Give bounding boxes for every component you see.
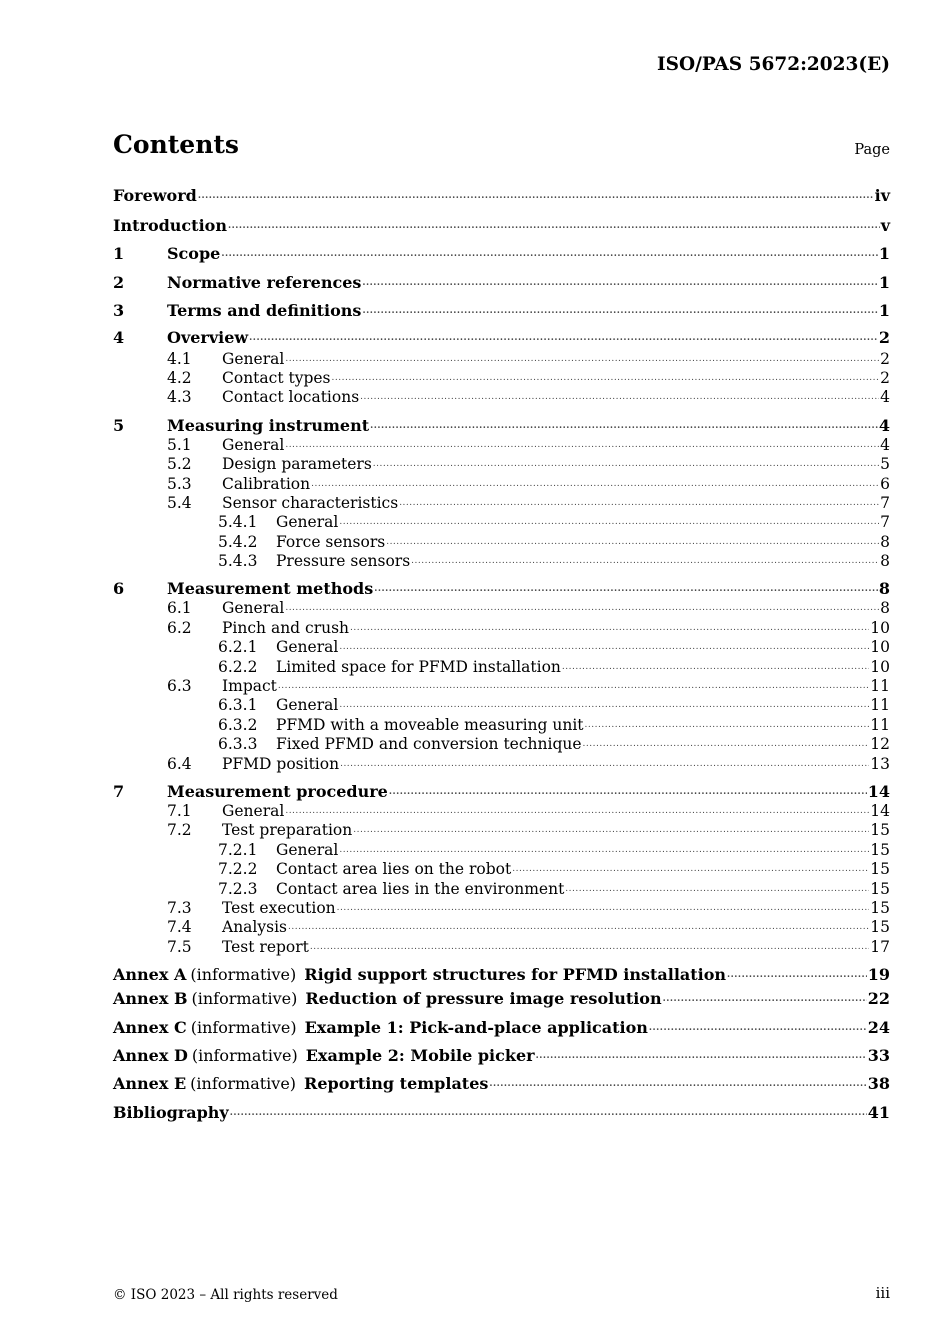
toc-entry-page: 15 <box>870 860 890 879</box>
toc-entry-title: General <box>222 435 285 454</box>
toc-entry[interactable] <box>113 774 890 802</box>
toc-entry-page: 33 <box>867 1045 890 1065</box>
toc-entry-title: Limited space for PFMD installation <box>276 657 561 676</box>
toc-entry-number: 7 <box>113 781 125 801</box>
toc-entry-title: Example 1: Pick-and-place application <box>304 1017 648 1037</box>
toc-annex-entry[interactable] <box>113 1014 890 1042</box>
toc-entry-number: 5 <box>113 415 125 435</box>
toc-entry-page: 8 <box>878 579 890 599</box>
toc-entry-number: 4.1 <box>167 349 192 368</box>
toc-entry-number: 6.2.1 <box>218 638 258 657</box>
toc-entry-number: 4.3 <box>167 388 192 407</box>
toc-entry[interactable] <box>113 880 890 899</box>
toc-entry-page: 8 <box>880 599 890 618</box>
toc-entry-number: 4 <box>113 327 125 347</box>
toc-entry-page: 1 <box>878 244 890 264</box>
toc-entry-title: Reporting templates <box>304 1074 489 1094</box>
toc-entry-number: 7.2.3 <box>218 879 258 898</box>
toc-entry-title: General <box>222 599 285 618</box>
toc-entry-title: Contact locations <box>222 388 360 407</box>
toc-entry-title: PFMD with a moveable measuring unit <box>276 715 584 734</box>
toc-entry-number: 3 <box>113 301 125 321</box>
annex-label: Annex D <box>113 1045 188 1065</box>
leader-dots <box>340 755 869 774</box>
leader-dots <box>360 388 879 407</box>
toc-entry-title: Pressure sensors <box>276 552 411 571</box>
toc-entry-title: Reduction of pressure image resolution <box>305 989 662 1009</box>
toc-entry-page: 10 <box>870 618 890 637</box>
toc-entry-page: 14 <box>867 781 890 801</box>
toc-entry-page: 15 <box>870 840 890 859</box>
toc-entry[interactable] <box>113 494 890 513</box>
leader-dots <box>198 184 874 208</box>
toc-entry-title: Calibration <box>222 474 311 493</box>
toc-entry[interactable] <box>113 369 890 388</box>
toc-annex-entry[interactable] <box>113 957 890 985</box>
toc-entry-page: 14 <box>870 801 890 820</box>
leader-dots <box>228 212 880 240</box>
toc-entry-number: 6.3.3 <box>218 735 258 754</box>
toc-entry[interactable] <box>113 599 890 618</box>
annex-type: (informative) <box>190 1017 297 1037</box>
toc-entry-number: 7.1 <box>167 801 192 820</box>
toc-entry-foreword[interactable] <box>113 184 890 212</box>
toc-entry-title: Contact area lies in the environment <box>276 879 565 898</box>
toc-entry-page: v <box>880 216 890 235</box>
toc-entry[interactable] <box>113 821 890 840</box>
toc-entry[interactable] <box>113 240 890 268</box>
toc-entry-title: Terms and definitions <box>167 301 362 321</box>
toc-entry-page: 15 <box>870 918 890 937</box>
annex-type: (informative) <box>191 1045 298 1065</box>
toc-entry[interactable] <box>113 716 890 735</box>
toc-entry-page: 41 <box>867 1102 890 1122</box>
toc-entry-number: 6 <box>113 579 125 599</box>
toc-entry-number: 2 <box>113 272 125 292</box>
toc-entry[interactable] <box>113 533 890 552</box>
leader-dots <box>350 619 869 638</box>
toc-entry-number: 6.3.2 <box>218 715 258 734</box>
toc-entry-page: 11 <box>870 677 890 696</box>
toc-entry-title: General <box>222 801 285 820</box>
contents-title: Contents <box>113 130 240 159</box>
toc-entry-title: Foreword <box>113 186 197 205</box>
toc-entry-number: 6.3 <box>167 677 192 696</box>
leader-dots <box>565 880 869 899</box>
leader-dots <box>583 735 870 754</box>
toc-entry[interactable] <box>113 619 890 638</box>
footer-copyright: © ISO 2023 – All rights reserved <box>113 1287 338 1303</box>
toc-entry-page: 4 <box>878 415 890 435</box>
leader-dots <box>310 938 869 957</box>
toc-entry-title: Measuring instrument <box>167 415 370 435</box>
toc-entry[interactable] <box>113 638 890 657</box>
toc-entry[interactable] <box>113 513 890 532</box>
page-column-label: Page <box>854 142 890 158</box>
toc-entry-number: 5.4.1 <box>218 513 258 532</box>
toc-entry-number: 7.5 <box>167 937 192 956</box>
toc-entry-title: PFMD position <box>222 754 340 773</box>
toc-entry-title: Contact types <box>222 368 331 387</box>
toc-entry[interactable] <box>113 455 890 474</box>
toc-entry[interactable] <box>113 388 890 407</box>
leader-dots <box>285 436 879 455</box>
toc-entry-number: 7.2.2 <box>218 860 258 879</box>
toc-entry-title: Scope <box>167 244 221 264</box>
toc-entry-title: Analysis <box>222 918 287 937</box>
footer-page-number: iii <box>875 1284 890 1302</box>
annex-type: (informative) <box>190 965 297 985</box>
toc-entry-page: 2 <box>878 327 890 347</box>
leader-dots <box>585 716 870 735</box>
leader-dots <box>562 658 869 677</box>
toc-entry-number: 1 <box>113 244 125 264</box>
toc-entry-page: 7 <box>880 493 890 512</box>
toc-entry-number: 5.1 <box>167 435 192 454</box>
toc-entry[interactable] <box>113 918 890 937</box>
toc-entry-page: 38 <box>867 1074 890 1094</box>
leader-dots <box>373 455 879 474</box>
annex-type: (informative) <box>190 1074 297 1094</box>
leader-dots <box>489 1070 866 1098</box>
toc-entry-title: Design parameters <box>222 455 372 474</box>
toc-entry[interactable] <box>113 938 890 957</box>
toc-entry-title: Rigid support structures for PFMD installation <box>304 965 727 985</box>
toc-entry-number: 5.4.2 <box>218 532 258 551</box>
toc-entry-title: Fixed PFMD and conversion technique <box>276 735 582 754</box>
toc-entry-page: 4 <box>880 388 890 407</box>
toc-entry[interactable] <box>113 860 890 879</box>
toc-entry[interactable] <box>113 552 890 571</box>
toc-entry-number: 6.2 <box>167 618 192 637</box>
leader-dots <box>285 599 879 618</box>
toc-entry-page: 13 <box>870 754 890 773</box>
toc-entry-page: 7 <box>880 513 890 532</box>
toc-entry[interactable] <box>113 899 890 918</box>
toc-entry-title: Test execution <box>222 898 336 917</box>
table-of-contents <box>113 184 890 1127</box>
toc-entry-number: 6.3.1 <box>218 696 258 715</box>
toc-entry-title: Test preparation <box>222 821 353 840</box>
toc-entry-page: 5 <box>880 455 890 474</box>
toc-entry-page: 1 <box>878 301 890 321</box>
toc-entry-page: 15 <box>870 898 890 917</box>
toc-entry-page: 8 <box>880 532 890 551</box>
toc-entry[interactable] <box>113 802 890 821</box>
leader-dots <box>399 494 879 513</box>
annex-type: (informative) <box>191 989 298 1009</box>
toc-entry-number: 5.3 <box>167 474 192 493</box>
toc-entry[interactable] <box>113 755 890 774</box>
leader-dots <box>353 821 869 840</box>
leader-dots <box>337 899 870 918</box>
toc-entry[interactable] <box>113 436 890 455</box>
toc-entry-introduction[interactable] <box>113 212 890 240</box>
toc-entry-page: 11 <box>870 715 890 734</box>
leader-dots <box>649 1014 867 1042</box>
toc-entry[interactable] <box>113 326 890 350</box>
toc-entry-number: 7.4 <box>167 918 192 937</box>
toc-entry-title: General <box>276 840 339 859</box>
toc-entry[interactable] <box>113 658 890 677</box>
toc-entry-number: 6.2.2 <box>218 657 258 676</box>
toc-entry-number: 6.1 <box>167 599 192 618</box>
toc-entry-page: 19 <box>867 965 890 985</box>
toc-entry-title: Force sensors <box>276 532 386 551</box>
toc-annex-entry[interactable] <box>113 1070 890 1098</box>
toc-entry-page: iv <box>874 186 890 205</box>
toc-entry-page: 15 <box>870 821 890 840</box>
toc-entry-title: Overview <box>167 327 249 347</box>
toc-entry-number: 5.4.3 <box>218 552 258 571</box>
toc-entry-title: General <box>222 349 285 368</box>
toc-entry-page: 2 <box>880 368 890 387</box>
leader-dots <box>278 677 869 696</box>
leader-dots <box>332 369 880 388</box>
annex-label: Annex A <box>113 965 187 985</box>
leader-dots <box>339 841 869 860</box>
leader-dots <box>339 513 879 532</box>
toc-entry[interactable] <box>113 735 890 754</box>
leader-dots <box>512 860 869 879</box>
leader-dots <box>386 533 879 552</box>
leader-dots <box>249 326 878 350</box>
toc-entry-number: 5.2 <box>167 455 192 474</box>
toc-entry-number: 4.2 <box>167 368 192 387</box>
toc-entry-page: 10 <box>870 638 890 657</box>
toc-entry-title: Measurement methods <box>167 579 374 599</box>
leader-dots <box>339 638 869 657</box>
toc-entry-title: Sensor characteristics <box>222 493 399 512</box>
leader-dots <box>362 269 877 297</box>
toc-entry[interactable] <box>113 297 890 325</box>
toc-entry-title: General <box>276 696 339 715</box>
toc-entry-title: Contact area lies on the robot <box>276 860 512 879</box>
leader-dots <box>536 1042 867 1070</box>
leader-dots <box>362 297 877 325</box>
leader-dots <box>285 350 879 369</box>
toc-entry-number: 7.2.1 <box>218 840 258 859</box>
toc-entry-bibliography[interactable] <box>113 1099 890 1127</box>
annex-label: Annex E <box>113 1074 187 1094</box>
leader-dots <box>311 475 879 494</box>
leader-dots <box>339 696 869 715</box>
toc-entry[interactable] <box>113 350 890 369</box>
toc-entry-number: 7.3 <box>167 898 192 917</box>
toc-entry-title: General <box>276 513 339 532</box>
toc-entry-title: Pinch and crush <box>222 618 350 637</box>
toc-entry-page: 1 <box>878 272 890 292</box>
toc-entry[interactable] <box>113 696 890 715</box>
toc-entry-title: Example 2: Mobile picker <box>305 1045 535 1065</box>
toc-entry-number: 5.4 <box>167 493 192 512</box>
toc-entry-page: 22 <box>867 989 890 1009</box>
toc-entry-page: 15 <box>870 879 890 898</box>
toc-entry-page: 8 <box>880 552 890 571</box>
toc-entry-number: 6.4 <box>167 754 192 773</box>
document-id: ISO/PAS 5672:2023(E) <box>656 54 890 75</box>
toc-entry-title: Measurement procedure <box>167 781 388 801</box>
toc-entry-title: Normative references <box>167 272 362 292</box>
toc-entry-number: 7.2 <box>167 821 192 840</box>
leader-dots <box>230 1099 867 1127</box>
toc-entry-title: Impact <box>222 677 277 696</box>
toc-entry[interactable] <box>113 475 890 494</box>
toc-entry-page: 10 <box>870 657 890 676</box>
toc-entry[interactable] <box>113 677 890 696</box>
toc-entry[interactable] <box>113 571 890 599</box>
toc-entry-page: 6 <box>880 474 890 493</box>
toc-entry-page: 12 <box>870 735 890 754</box>
toc-annex-entry[interactable] <box>113 1042 890 1070</box>
toc-entry-page: 2 <box>880 349 890 368</box>
leader-dots <box>221 240 878 268</box>
leader-dots <box>288 918 869 937</box>
toc-entry-title: General <box>276 638 339 657</box>
leader-dots <box>663 985 867 1013</box>
toc-entry[interactable] <box>113 841 890 860</box>
toc-entry-page: 24 <box>867 1017 890 1037</box>
leader-dots <box>285 802 869 821</box>
leader-dots <box>411 552 879 571</box>
toc-entry-title: Test report <box>222 937 309 956</box>
toc-entry-page: 11 <box>870 696 890 715</box>
toc-entry[interactable] <box>113 269 890 297</box>
toc-entry-page: 4 <box>880 435 890 454</box>
toc-annex-entry[interactable] <box>113 985 890 1013</box>
toc-entry-title: Introduction <box>113 216 227 235</box>
toc-entry-title: Bibliography <box>113 1102 229 1122</box>
annex-label: Annex B <box>113 989 188 1009</box>
toc-entry[interactable] <box>113 408 890 436</box>
toc-entry-page: 17 <box>870 937 890 956</box>
annex-label: Annex C <box>113 1017 187 1037</box>
